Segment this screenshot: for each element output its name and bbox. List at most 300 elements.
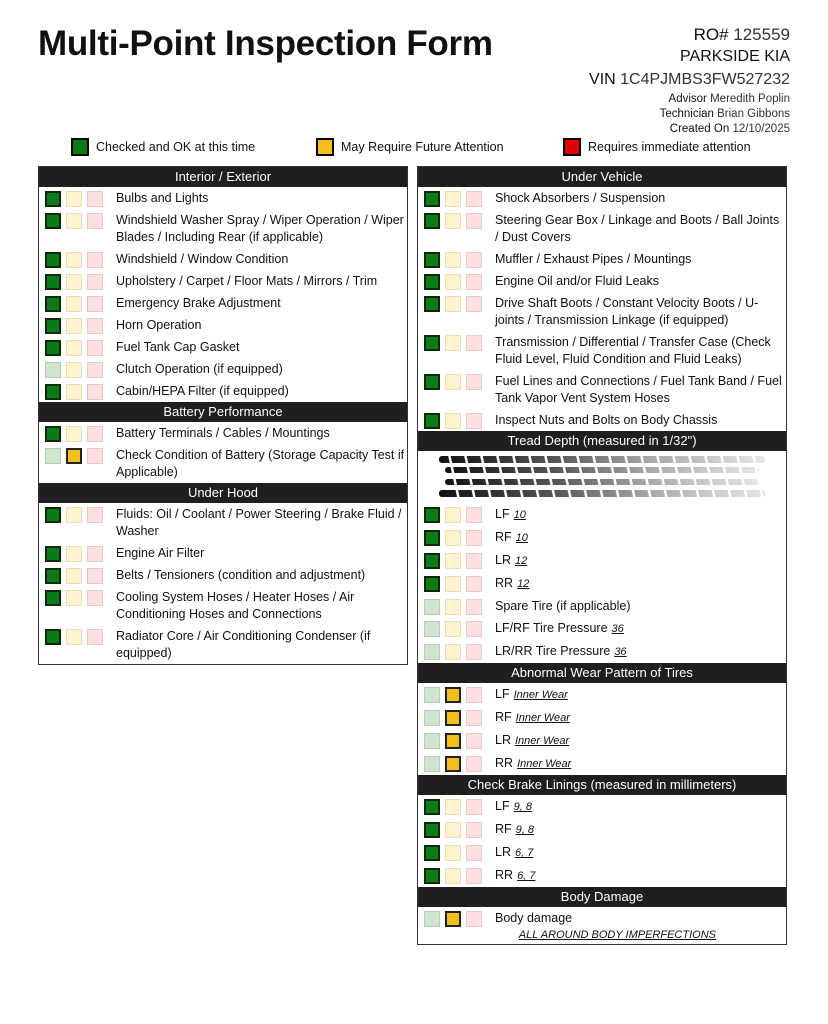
- status-boxes: [45, 383, 103, 400]
- item-text: [116, 383, 289, 400]
- status-boxes: [45, 212, 103, 229]
- status-boxes: [45, 545, 103, 562]
- item-measurement: Inner Wear: [514, 735, 570, 747]
- checklist-row: [418, 187, 786, 209]
- ro-label: RO#: [693, 25, 729, 44]
- item-text: [116, 339, 239, 356]
- section-header-body: Body Damage: [418, 887, 786, 907]
- item-label: Fuel Tank Cap Gasket: [116, 340, 240, 354]
- item-label: Radiator Core / Air Conditioning Condenser (if equipped): [116, 629, 371, 660]
- green-status-box[interactable]: [424, 822, 440, 838]
- item-label: Windshield / Window Condition: [116, 252, 289, 266]
- item-text: [116, 447, 407, 481]
- yellow-status-box[interactable]: [445, 413, 461, 429]
- yellow-status-box[interactable]: [445, 845, 461, 861]
- vin-line: [589, 68, 790, 92]
- checklist-row: [39, 444, 407, 483]
- item-label: Fuel Lines and Connections / Fuel Tank Band / Fuel Tank Vapor Vent System Hoses: [495, 374, 782, 405]
- yellow-status-box[interactable]: [66, 318, 82, 334]
- status-boxes: [424, 798, 482, 815]
- checklist-row: [418, 331, 786, 370]
- green-status-box[interactable]: [45, 191, 61, 207]
- status-boxes: [424, 506, 482, 523]
- yellow-status-box[interactable]: [66, 546, 82, 562]
- item-text: [495, 821, 534, 839]
- yellow-status-box[interactable]: [66, 568, 82, 584]
- red-square-icon: [563, 138, 581, 156]
- status-boxes: [424, 910, 482, 927]
- green-status-box[interactable]: [424, 530, 440, 546]
- red-status-box[interactable]: [87, 362, 103, 378]
- checklist-row: [39, 380, 407, 402]
- item-text: [495, 373, 786, 407]
- yellow-status-box[interactable]: [66, 629, 82, 645]
- item-label: Inspect Nuts and Bolts on Body Chassis: [495, 413, 718, 427]
- green-status-box[interactable]: [424, 274, 440, 290]
- item-label: LR/RR Tire Pressure: [495, 644, 611, 658]
- yellow-status-box[interactable]: [66, 252, 82, 268]
- yellow-status-box[interactable]: [445, 576, 461, 592]
- item-text: [116, 506, 407, 540]
- green-status-box[interactable]: [424, 252, 440, 268]
- item-text: [495, 910, 572, 927]
- item-label: RF: [495, 530, 512, 544]
- status-boxes: [45, 506, 103, 523]
- item-label: Belts / Tensioners (condition and adjustment): [116, 568, 366, 582]
- red-status-box[interactable]: [466, 213, 482, 229]
- checklist-row: [418, 729, 786, 752]
- red-status-box[interactable]: [87, 384, 103, 400]
- yellow-status-box[interactable]: [66, 213, 82, 229]
- red-status-box[interactable]: [87, 296, 103, 312]
- red-status-box[interactable]: [466, 553, 482, 569]
- item-label: Shock Absorbers / Suspension: [495, 191, 666, 205]
- checklist-row: [39, 209, 407, 248]
- status-boxes: [424, 212, 482, 229]
- red-status-box[interactable]: [87, 568, 103, 584]
- checklist-row: [418, 270, 786, 292]
- status-boxes: [424, 709, 482, 726]
- yellow-status-box[interactable]: [445, 644, 461, 660]
- item-label: Bulbs and Lights: [116, 191, 209, 205]
- green-status-box[interactable]: [424, 213, 440, 229]
- green-status-box[interactable]: [424, 374, 440, 390]
- item-text: [495, 190, 665, 207]
- yellow-status-box[interactable]: [66, 426, 82, 442]
- yellow-status-box[interactable]: [445, 868, 461, 884]
- status-boxes: [424, 844, 482, 861]
- item-measurement: 12: [517, 578, 530, 590]
- status-boxes: [45, 317, 103, 334]
- order-header: [589, 24, 790, 137]
- yellow-status-box[interactable]: [445, 911, 461, 927]
- checklist-row: [418, 752, 786, 775]
- status-boxes: [424, 334, 482, 351]
- item-label: Windshield Washer Spray / Wiper Operation / Wiper Blades / Including Rear (if applicable): [116, 213, 404, 244]
- red-status-box[interactable]: [466, 252, 482, 268]
- item-label: Spare Tire (if applicable): [495, 599, 631, 613]
- tread-list: [418, 503, 786, 663]
- checklist-row: [418, 209, 786, 248]
- red-status-box[interactable]: [466, 413, 482, 429]
- checklist-row: [39, 503, 407, 542]
- status-boxes: [424, 412, 482, 429]
- green-status-box[interactable]: [45, 568, 61, 584]
- checklist-row: [418, 292, 786, 331]
- red-status-box[interactable]: [87, 252, 103, 268]
- right-column-panel: [417, 166, 787, 945]
- checklist-row: [418, 503, 786, 526]
- status-boxes: [424, 552, 482, 569]
- item-label: LR: [495, 553, 511, 567]
- yellow-status-box[interactable]: [66, 340, 82, 356]
- red-status-box[interactable]: [87, 213, 103, 229]
- yellow-status-box[interactable]: [445, 599, 461, 615]
- red-status-box[interactable]: [466, 507, 482, 523]
- section-header-battery: Battery Performance: [39, 402, 407, 422]
- item-text: [116, 361, 283, 378]
- green-square-icon: [71, 138, 89, 156]
- item-label: RF: [495, 710, 512, 724]
- checklist-row: [39, 586, 407, 625]
- green-status-box[interactable]: [45, 426, 61, 442]
- checklist-row: [418, 640, 786, 663]
- green-status-box[interactable]: [424, 799, 440, 815]
- legend-immediate: [563, 138, 751, 156]
- item-measurement: Inner Wear: [515, 712, 570, 724]
- item-text: [495, 552, 527, 570]
- green-status-box[interactable]: [45, 274, 61, 290]
- yellow-status-box[interactable]: [66, 448, 82, 464]
- green-status-box[interactable]: [424, 868, 440, 884]
- red-status-box[interactable]: [87, 191, 103, 207]
- green-status-box[interactable]: [424, 733, 440, 749]
- yellow-status-box[interactable]: [445, 733, 461, 749]
- green-status-box[interactable]: [424, 756, 440, 772]
- item-label: Engine Air Filter: [116, 546, 205, 560]
- red-status-box[interactable]: [87, 629, 103, 645]
- yellow-status-box[interactable]: [445, 553, 461, 569]
- tire-tread-graphic: [418, 451, 786, 503]
- yellow-status-box[interactable]: [445, 374, 461, 390]
- item-measurement: 9, 8: [513, 801, 532, 813]
- green-status-box[interactable]: [45, 252, 61, 268]
- item-text: [116, 589, 407, 623]
- red-status-box[interactable]: [87, 590, 103, 606]
- created-line: [589, 122, 790, 137]
- item-measurement: 6, 7: [514, 847, 534, 859]
- checklist-row: [39, 336, 407, 358]
- item-text: [495, 686, 568, 704]
- status-boxes: [424, 755, 482, 772]
- red-status-box[interactable]: [87, 507, 103, 523]
- legend-future-label: May Require Future Attention: [341, 140, 504, 154]
- yellow-status-box[interactable]: [445, 799, 461, 815]
- status-boxes: [424, 821, 482, 838]
- vin-number: 1C4PJMBS3FW527232: [620, 71, 790, 88]
- yellow-status-box[interactable]: [66, 274, 82, 290]
- item-measurement: 36: [614, 646, 627, 658]
- item-label: Steering Gear Box / Linkage and Boots / Ball Joints / Dust Covers: [495, 213, 780, 244]
- green-status-box[interactable]: [424, 621, 440, 637]
- red-status-box[interactable]: [87, 448, 103, 464]
- status-legend: [0, 138, 828, 158]
- green-status-box[interactable]: [45, 213, 61, 229]
- yellow-status-box[interactable]: [445, 213, 461, 229]
- vehicle-list: [418, 187, 786, 431]
- tire-tread-icon: [437, 454, 767, 500]
- checklist-row: [418, 572, 786, 595]
- item-text: [495, 732, 569, 750]
- red-status-box[interactable]: [466, 274, 482, 290]
- red-status-box[interactable]: [466, 845, 482, 861]
- status-boxes: [424, 732, 482, 749]
- status-boxes: [45, 251, 103, 268]
- section-header-tread: Tread Depth (measured in 1/32"): [418, 431, 786, 451]
- status-boxes: [424, 620, 482, 637]
- item-label: LF/RF Tire Pressure: [495, 621, 608, 635]
- item-label: LF: [495, 799, 510, 813]
- status-boxes: [45, 273, 103, 290]
- red-status-box[interactable]: [466, 296, 482, 312]
- item-measurement: Inner Wear: [517, 758, 572, 770]
- red-status-box[interactable]: [466, 374, 482, 390]
- status-boxes: [45, 339, 103, 356]
- green-status-box[interactable]: [424, 296, 440, 312]
- item-text: [116, 425, 330, 442]
- green-status-box[interactable]: [424, 507, 440, 523]
- created-date: 12/10/2025: [732, 123, 790, 135]
- checklist-row: [39, 358, 407, 380]
- yellow-status-box[interactable]: [445, 296, 461, 312]
- checklist-row: [39, 314, 407, 336]
- status-boxes: [45, 447, 103, 464]
- status-boxes: [424, 190, 482, 207]
- checklist-row: [418, 595, 786, 617]
- yellow-square-icon: [316, 138, 334, 156]
- red-status-box[interactable]: [466, 799, 482, 815]
- checklist-row: [418, 683, 786, 706]
- yellow-status-box[interactable]: [66, 191, 82, 207]
- item-label: Clutch Operation (if equipped): [116, 362, 283, 376]
- green-status-box[interactable]: [424, 576, 440, 592]
- red-status-box[interactable]: [466, 530, 482, 546]
- green-status-box[interactable]: [424, 911, 440, 927]
- item-text: [495, 575, 529, 593]
- created-label: Created On: [669, 123, 730, 135]
- checklist-row: [418, 409, 786, 431]
- status-boxes: [45, 567, 103, 584]
- legend-ok-label: Checked and OK at this time: [96, 140, 256, 154]
- item-text: [495, 295, 786, 329]
- red-status-box[interactable]: [466, 599, 482, 615]
- yellow-status-box[interactable]: [445, 335, 461, 351]
- checklist-row: [418, 864, 786, 887]
- technician-name: Brian Gibbons: [717, 108, 790, 120]
- status-boxes: [424, 598, 482, 615]
- item-label: RF: [495, 822, 512, 836]
- green-status-box[interactable]: [45, 362, 61, 378]
- green-status-box[interactable]: [45, 318, 61, 334]
- green-status-box[interactable]: [424, 644, 440, 660]
- yellow-status-box[interactable]: [66, 362, 82, 378]
- red-status-box[interactable]: [466, 733, 482, 749]
- red-status-box[interactable]: [87, 340, 103, 356]
- status-boxes: [424, 373, 482, 390]
- green-status-box[interactable]: [45, 384, 61, 400]
- item-label: Drive Shaft Boots / Constant Velocity Boots / U-joints / Transmission Linkage (if equipped): [495, 296, 759, 327]
- hood-list: [39, 503, 407, 664]
- yellow-status-box[interactable]: [445, 822, 461, 838]
- item-text: [116, 273, 377, 290]
- status-boxes: [45, 628, 103, 645]
- yellow-status-box[interactable]: [445, 530, 461, 546]
- green-status-box[interactable]: [45, 507, 61, 523]
- red-status-box[interactable]: [466, 868, 482, 884]
- green-status-box[interactable]: [424, 553, 440, 569]
- red-status-box[interactable]: [466, 756, 482, 772]
- item-label: LR: [495, 733, 511, 747]
- item-measurement: 10: [515, 532, 528, 544]
- vin-label: VIN: [589, 71, 616, 88]
- legend-ok: [71, 138, 255, 156]
- green-status-box[interactable]: [45, 448, 61, 464]
- item-text: [495, 643, 627, 661]
- legend-immediate-label: Requires immediate attention: [588, 140, 751, 154]
- yellow-status-box[interactable]: [66, 507, 82, 523]
- green-status-box[interactable]: [45, 629, 61, 645]
- advisor-name: Meredith Poplin: [710, 93, 790, 105]
- legend-future: [316, 138, 504, 156]
- item-text: [495, 620, 624, 638]
- checklist-row: [418, 526, 786, 549]
- checklist-row: [39, 625, 407, 664]
- checklist-row: [39, 270, 407, 292]
- yellow-status-box[interactable]: [66, 384, 82, 400]
- red-status-box[interactable]: [466, 911, 482, 927]
- item-label: RR: [495, 576, 514, 590]
- item-text: [495, 251, 691, 268]
- item-label: Muffler / Exhaust Pipes / Mountings: [495, 252, 692, 266]
- yellow-status-box[interactable]: [445, 687, 461, 703]
- left-column-panel: [38, 166, 408, 665]
- status-boxes: [45, 425, 103, 442]
- item-label: LR: [495, 845, 511, 859]
- item-measurement: 12: [514, 555, 528, 567]
- red-status-box[interactable]: [466, 621, 482, 637]
- green-status-box[interactable]: [424, 335, 440, 351]
- status-boxes: [45, 361, 103, 378]
- yellow-status-box[interactable]: [66, 590, 82, 606]
- status-boxes: [424, 686, 482, 703]
- item-measurement: 36: [611, 623, 624, 635]
- advisor-label: Advisor: [668, 93, 707, 105]
- red-status-box[interactable]: [466, 822, 482, 838]
- advisor-line: [589, 92, 790, 107]
- technician-label: Technician: [659, 108, 714, 120]
- checklist-row: [39, 292, 407, 314]
- green-status-box[interactable]: [424, 599, 440, 615]
- yellow-status-box[interactable]: [445, 274, 461, 290]
- status-boxes: [424, 251, 482, 268]
- checklist-row: [418, 795, 786, 818]
- red-status-box[interactable]: [466, 576, 482, 592]
- yellow-status-box[interactable]: [445, 710, 461, 726]
- red-status-box[interactable]: [466, 191, 482, 207]
- section-header-wear: Abnormal Wear Pattern of Tires: [418, 663, 786, 683]
- status-boxes: [45, 295, 103, 312]
- item-measurement: 6, 7: [517, 870, 536, 882]
- red-status-box[interactable]: [87, 426, 103, 442]
- green-status-box[interactable]: [424, 191, 440, 207]
- section-header-vehicle: Under Vehicle: [418, 167, 786, 187]
- status-boxes: [424, 575, 482, 592]
- status-boxes: [424, 273, 482, 290]
- item-label: Transmission / Differential / Transfer Case (Check Fluid Level, Fluid Condition and Fluid Leaks): [495, 335, 771, 366]
- red-status-box[interactable]: [87, 274, 103, 290]
- red-status-box[interactable]: [87, 546, 103, 562]
- green-status-box[interactable]: [424, 710, 440, 726]
- status-boxes: [424, 867, 482, 884]
- item-text: [116, 317, 201, 334]
- red-status-box[interactable]: [466, 710, 482, 726]
- item-label: Engine Oil and/or Fluid Leaks: [495, 274, 659, 288]
- checklist-row: [418, 549, 786, 572]
- item-label: Body damage: [495, 911, 573, 925]
- item-label: RR: [495, 756, 514, 770]
- checklist-row: [39, 248, 407, 270]
- green-status-box[interactable]: [45, 590, 61, 606]
- item-text: [495, 529, 528, 547]
- green-status-box[interactable]: [424, 687, 440, 703]
- yellow-status-box[interactable]: [445, 507, 461, 523]
- section-header-hood: Under Hood: [39, 483, 407, 503]
- checklist-row: [418, 706, 786, 729]
- item-label: Cooling System Hoses / Heater Hoses / Air Conditioning Hoses and Connections: [116, 590, 355, 621]
- red-status-box[interactable]: [466, 644, 482, 660]
- green-status-box[interactable]: [424, 413, 440, 429]
- item-label: Check Condition of Battery (Storage Capacity Test if Applicable): [116, 448, 405, 479]
- checklist-row: [418, 841, 786, 864]
- red-status-box[interactable]: [87, 318, 103, 334]
- item-label: LF: [495, 507, 510, 521]
- body-damage-note: ALL AROUND BODY IMPERFECTIONS: [518, 929, 716, 941]
- yellow-status-box[interactable]: [445, 621, 461, 637]
- status-boxes: [45, 190, 103, 207]
- checklist-row: [39, 564, 407, 586]
- red-status-box[interactable]: [466, 335, 482, 351]
- battery-list: [39, 422, 407, 483]
- green-status-box[interactable]: [424, 845, 440, 861]
- yellow-status-box[interactable]: [66, 296, 82, 312]
- section-header-brakes: Check Brake Linings (measured in millimeters): [418, 775, 786, 795]
- checklist-row: [418, 370, 786, 409]
- item-measurement: 10: [513, 509, 526, 521]
- green-status-box[interactable]: [45, 546, 61, 562]
- yellow-status-box[interactable]: [445, 756, 461, 772]
- item-label: RR: [495, 868, 514, 882]
- green-status-box[interactable]: [45, 296, 61, 312]
- item-text: [495, 506, 526, 524]
- green-status-box[interactable]: [45, 340, 61, 356]
- item-text: [116, 190, 208, 207]
- yellow-status-box[interactable]: [445, 191, 461, 207]
- item-text: [116, 212, 407, 246]
- red-status-box[interactable]: [466, 687, 482, 703]
- status-boxes: [45, 589, 103, 606]
- yellow-status-box[interactable]: [445, 252, 461, 268]
- item-text: [495, 709, 570, 727]
